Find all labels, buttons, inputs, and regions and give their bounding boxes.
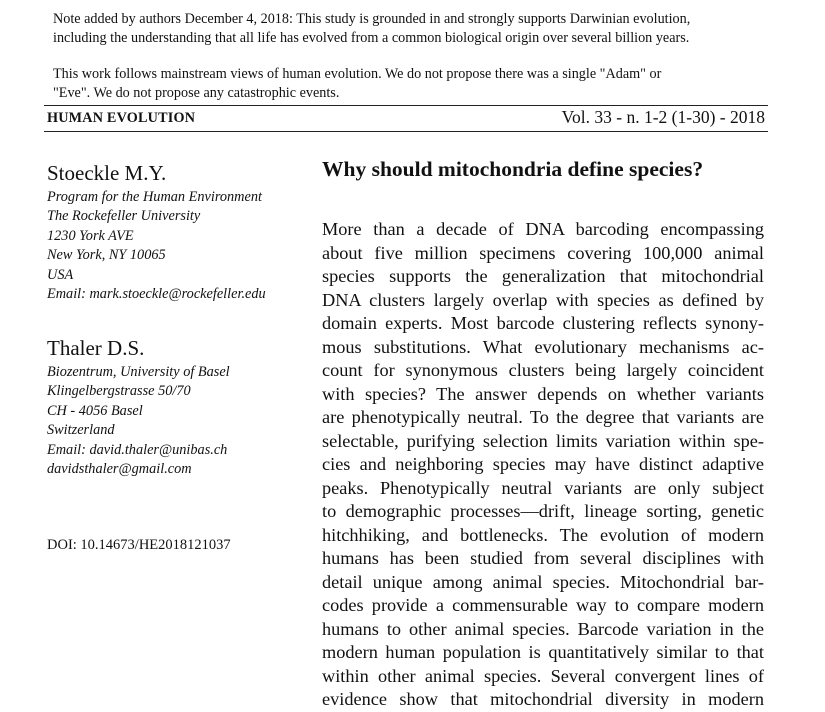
address-line: 1230 York AVE [47, 227, 134, 244]
volume-info: Vol. 33 - n. 1-2 (1-30) - 2018 [561, 107, 765, 127]
note-line: This work follows mainstream views of human evolution. We do not propose there was a single "Adam" or [53, 66, 662, 82]
affiliation-line: The Rockefeller University [47, 208, 201, 225]
abstract-line: detail unique among animal species. Mitochondrial bar- [322, 571, 764, 592]
email-line: Email: david.thaler@unibas.ch [47, 441, 228, 458]
abstract-body [322, 218, 764, 712]
abstract-line: species supports the generalization that mitochondrial [322, 266, 764, 286]
abstract-line: humans to other animal species. Barcode variation in the [322, 618, 764, 639]
doi: DOI: 10.14673/HE2018121037 [47, 537, 231, 553]
author-note-mainstream [53, 65, 661, 102]
abstract-line: are phenotypically neutral. To the degree that variants are [322, 407, 764, 427]
abstract-line: peaks. Phenotypically neutral variants are only subject [322, 477, 764, 498]
author-block [47, 161, 266, 304]
note-line: Note added by authors December 4, 2018: This study is grounded in and strongly supports Darwinian evolution, [53, 11, 691, 27]
address-line: New York, NY 10065 [47, 247, 166, 264]
affiliation-line: Program for the Human Environment [47, 189, 262, 205]
email-line: Email: mark.stoeckle@rockefeller.edu [47, 286, 266, 303]
abstract-line: humans has been studied from several disciplines with [322, 548, 764, 568]
header-rule-top [44, 105, 768, 106]
abstract-line: More than a decade of DNA barcoding encompassing [322, 219, 764, 239]
header-rule-bottom [44, 131, 768, 132]
article-title: Why should mitochondria define species? [322, 157, 704, 181]
author-note-evolution [53, 10, 690, 47]
abstract-line: evidence show that mitochondrial diversity in modern [322, 689, 764, 709]
note-line: "Eve". We do not propose any catastrophic events. [53, 84, 340, 101]
abstract-line: codes provide a commensurable way to compare modern [322, 595, 764, 615]
author-name: Thaler D.S. [47, 336, 145, 360]
address-line: Switzerland [47, 422, 115, 439]
abstract-line: selectable, purifying selection limits variation within spe- [322, 430, 764, 451]
abstract-line: within other animal species. Several convergent lines of [322, 665, 764, 686]
email-line: davidsthaler@gmail.com [47, 461, 192, 478]
abstract-line: count for synonymous clusters being largely coincident [322, 360, 764, 380]
author-block [47, 336, 230, 479]
abstract-line: about five million specimens covering 100,000 animal [322, 242, 764, 263]
affiliation-line: Biozentrum, University of Basel [47, 364, 230, 380]
abstract-line: domain experts. Most barcode clustering reflects synony- [322, 313, 764, 333]
abstract-line: with species? The answer depends on whether variants [322, 383, 764, 404]
author-name: Stoeckle M.Y. [47, 161, 167, 185]
abstract-line: modern human population is quantitatively similar to that [322, 642, 764, 662]
address-line: USA [47, 266, 74, 283]
abstract-line: to demographic processes—drift, lineage sorting, genetic [322, 501, 764, 521]
abstract-line: hitchhiking, and bottlenecks. The evolution of modern [322, 524, 764, 545]
abstract-line: cies and neighboring species may have distinct adaptive [322, 454, 764, 474]
note-line: including the understanding that all life has evolved from a common biological origin over several billion years. [53, 29, 690, 46]
address-line: Klingelbergstrasse 50/70 [47, 383, 191, 400]
abstract-line: DNA clusters largely overlap with species as defined by [322, 289, 764, 310]
abstract-line: mous substitutions. What evolutionary mechanisms ac- [322, 336, 764, 357]
journal-name: HUMAN EVOLUTION [47, 110, 196, 126]
address-line: CH - 4056 Basel [47, 402, 143, 419]
